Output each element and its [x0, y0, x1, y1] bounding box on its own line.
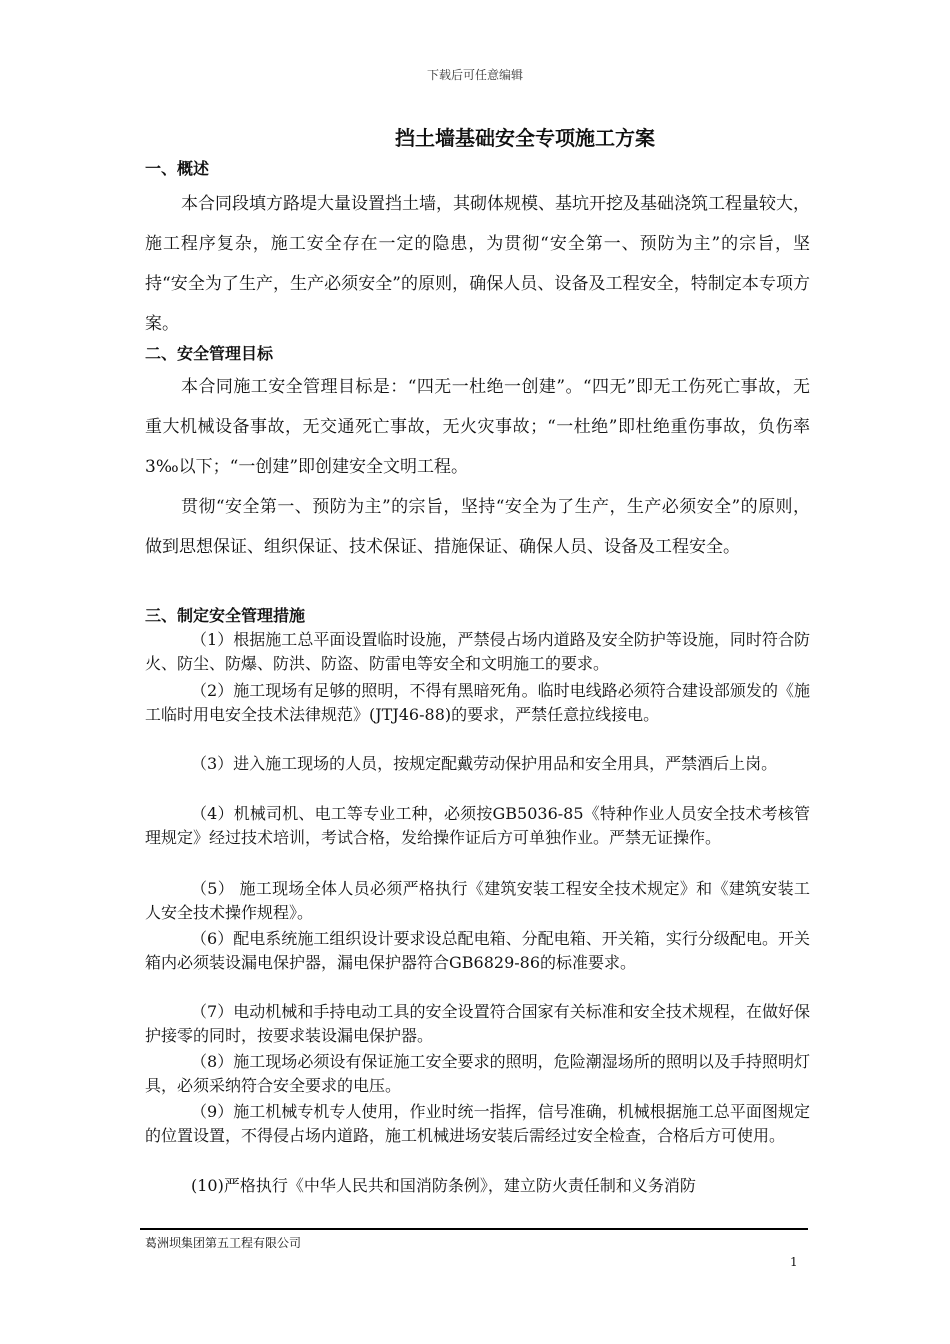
- measure-item-7: （7）电动机械和手持电动工具的安全设置符合国家有关标准和安全技术规程，在做好保护接零的同时，按要求装设漏电保护器。: [145, 1002, 810, 1045]
- measure-item-9: （9）施工机械专机专人使用，作业时统一指挥，信号准确，机械根据施工总平面图规定的位置设置，不得侵占场内道路，施工机械进场安装后需经过安全检查，合格后方可使用。: [145, 1102, 810, 1145]
- section-heading-safety-goals: 二、安全管理目标: [145, 344, 274, 363]
- measure-item-4: （4）机械司机、电工等专业工种，必须按GB5036-85《特种作业人员安全技术考核管理规定》经过技术培训，考试合格，发给操作证后方可单独作业。严禁无证操作。: [145, 804, 810, 847]
- footer-divider: [140, 1228, 808, 1230]
- header-note: 下载后可任意编辑: [426, 68, 523, 82]
- measure-item-6: （6）配电系统施工组织设计要求设总配电箱、分配电箱、开关箱，实行分级配电。开关箱内必须装设漏电保护器，漏电保护器符合GB6829-86的标准要求。: [145, 929, 810, 972]
- overview-paragraph: 本合同段填方路堤大量设置挡土墙，其砌体规模、基坑开挖及基础浇筑工程量较大，施工程序复杂，施工安全存在一定的隐患，为贯彻“安全第一、预防为主”的宗旨，坚持“安全为了生产，生产必须安全”的原则，确保人员、设备及工程安全，特制定本专项方案。: [145, 194, 810, 334]
- section-heading-measures: 三、制定安全管理措施: [145, 606, 306, 625]
- safety-goals-paragraph-1: 本合同施工安全管理目标是：“四无一杜绝一创建”。“四无”即无工伤死亡事故，无重大机械设备事故，无交通死亡事故，无火灾事故；“一杜绝”即杜绝重伤事故，负伤率3‰以下；“一创建”即创建安全文明工程。: [145, 377, 810, 477]
- measure-item-2: （2）施工现场有足够的照明，不得有黑暗死角。临时电线路必须符合建设部颁发的《施工临时用电安全技术法律规范》(JTJ46-88)的要求，严禁任意拉线接电。: [145, 681, 810, 724]
- measure-item-3: （3）进入施工现场的人员，按规定配戴劳动保护用品和安全用具，严禁酒后上岗。: [191, 754, 778, 773]
- safety-goals-paragraph-2: 贯彻“安全第一、预防为主”的宗旨，坚持“安全为了生产，生产必须安全”的原则，做到思想保证、组织保证、技术保证、措施保证、确保人员、设备及工程安全。: [145, 497, 810, 557]
- measure-item-5: （5） 施工现场全体人员必须严格执行《建筑安装工程安全技术规定》和《建筑安装工人安全技术操作规程》。: [145, 879, 810, 922]
- document-title: 挡土墙基础安全专项施工方案: [395, 126, 655, 150]
- section-heading-overview: 一、概述: [145, 159, 210, 178]
- measure-item-1: （1）根据施工总平面设置临时设施，严禁侵占场内道路及安全防护等设施，同时符合防火、防尘、防爆、防洪、防盗、防雷电等安全和文明施工的要求。: [145, 630, 810, 673]
- measure-item-10: (10)严格执行《中华人民共和国消防条例》，建立防火责任制和义务消防: [191, 1176, 696, 1195]
- page-number: 1: [790, 1255, 798, 1269]
- footer-company: 葛洲坝集团第五工程有限公司: [145, 1236, 302, 1250]
- measure-item-8: （8）施工现场必须设有保证施工安全要求的照明，危险潮湿场所的照明以及手持照明灯具，必须采纳符合安全要求的电压。: [145, 1052, 810, 1095]
